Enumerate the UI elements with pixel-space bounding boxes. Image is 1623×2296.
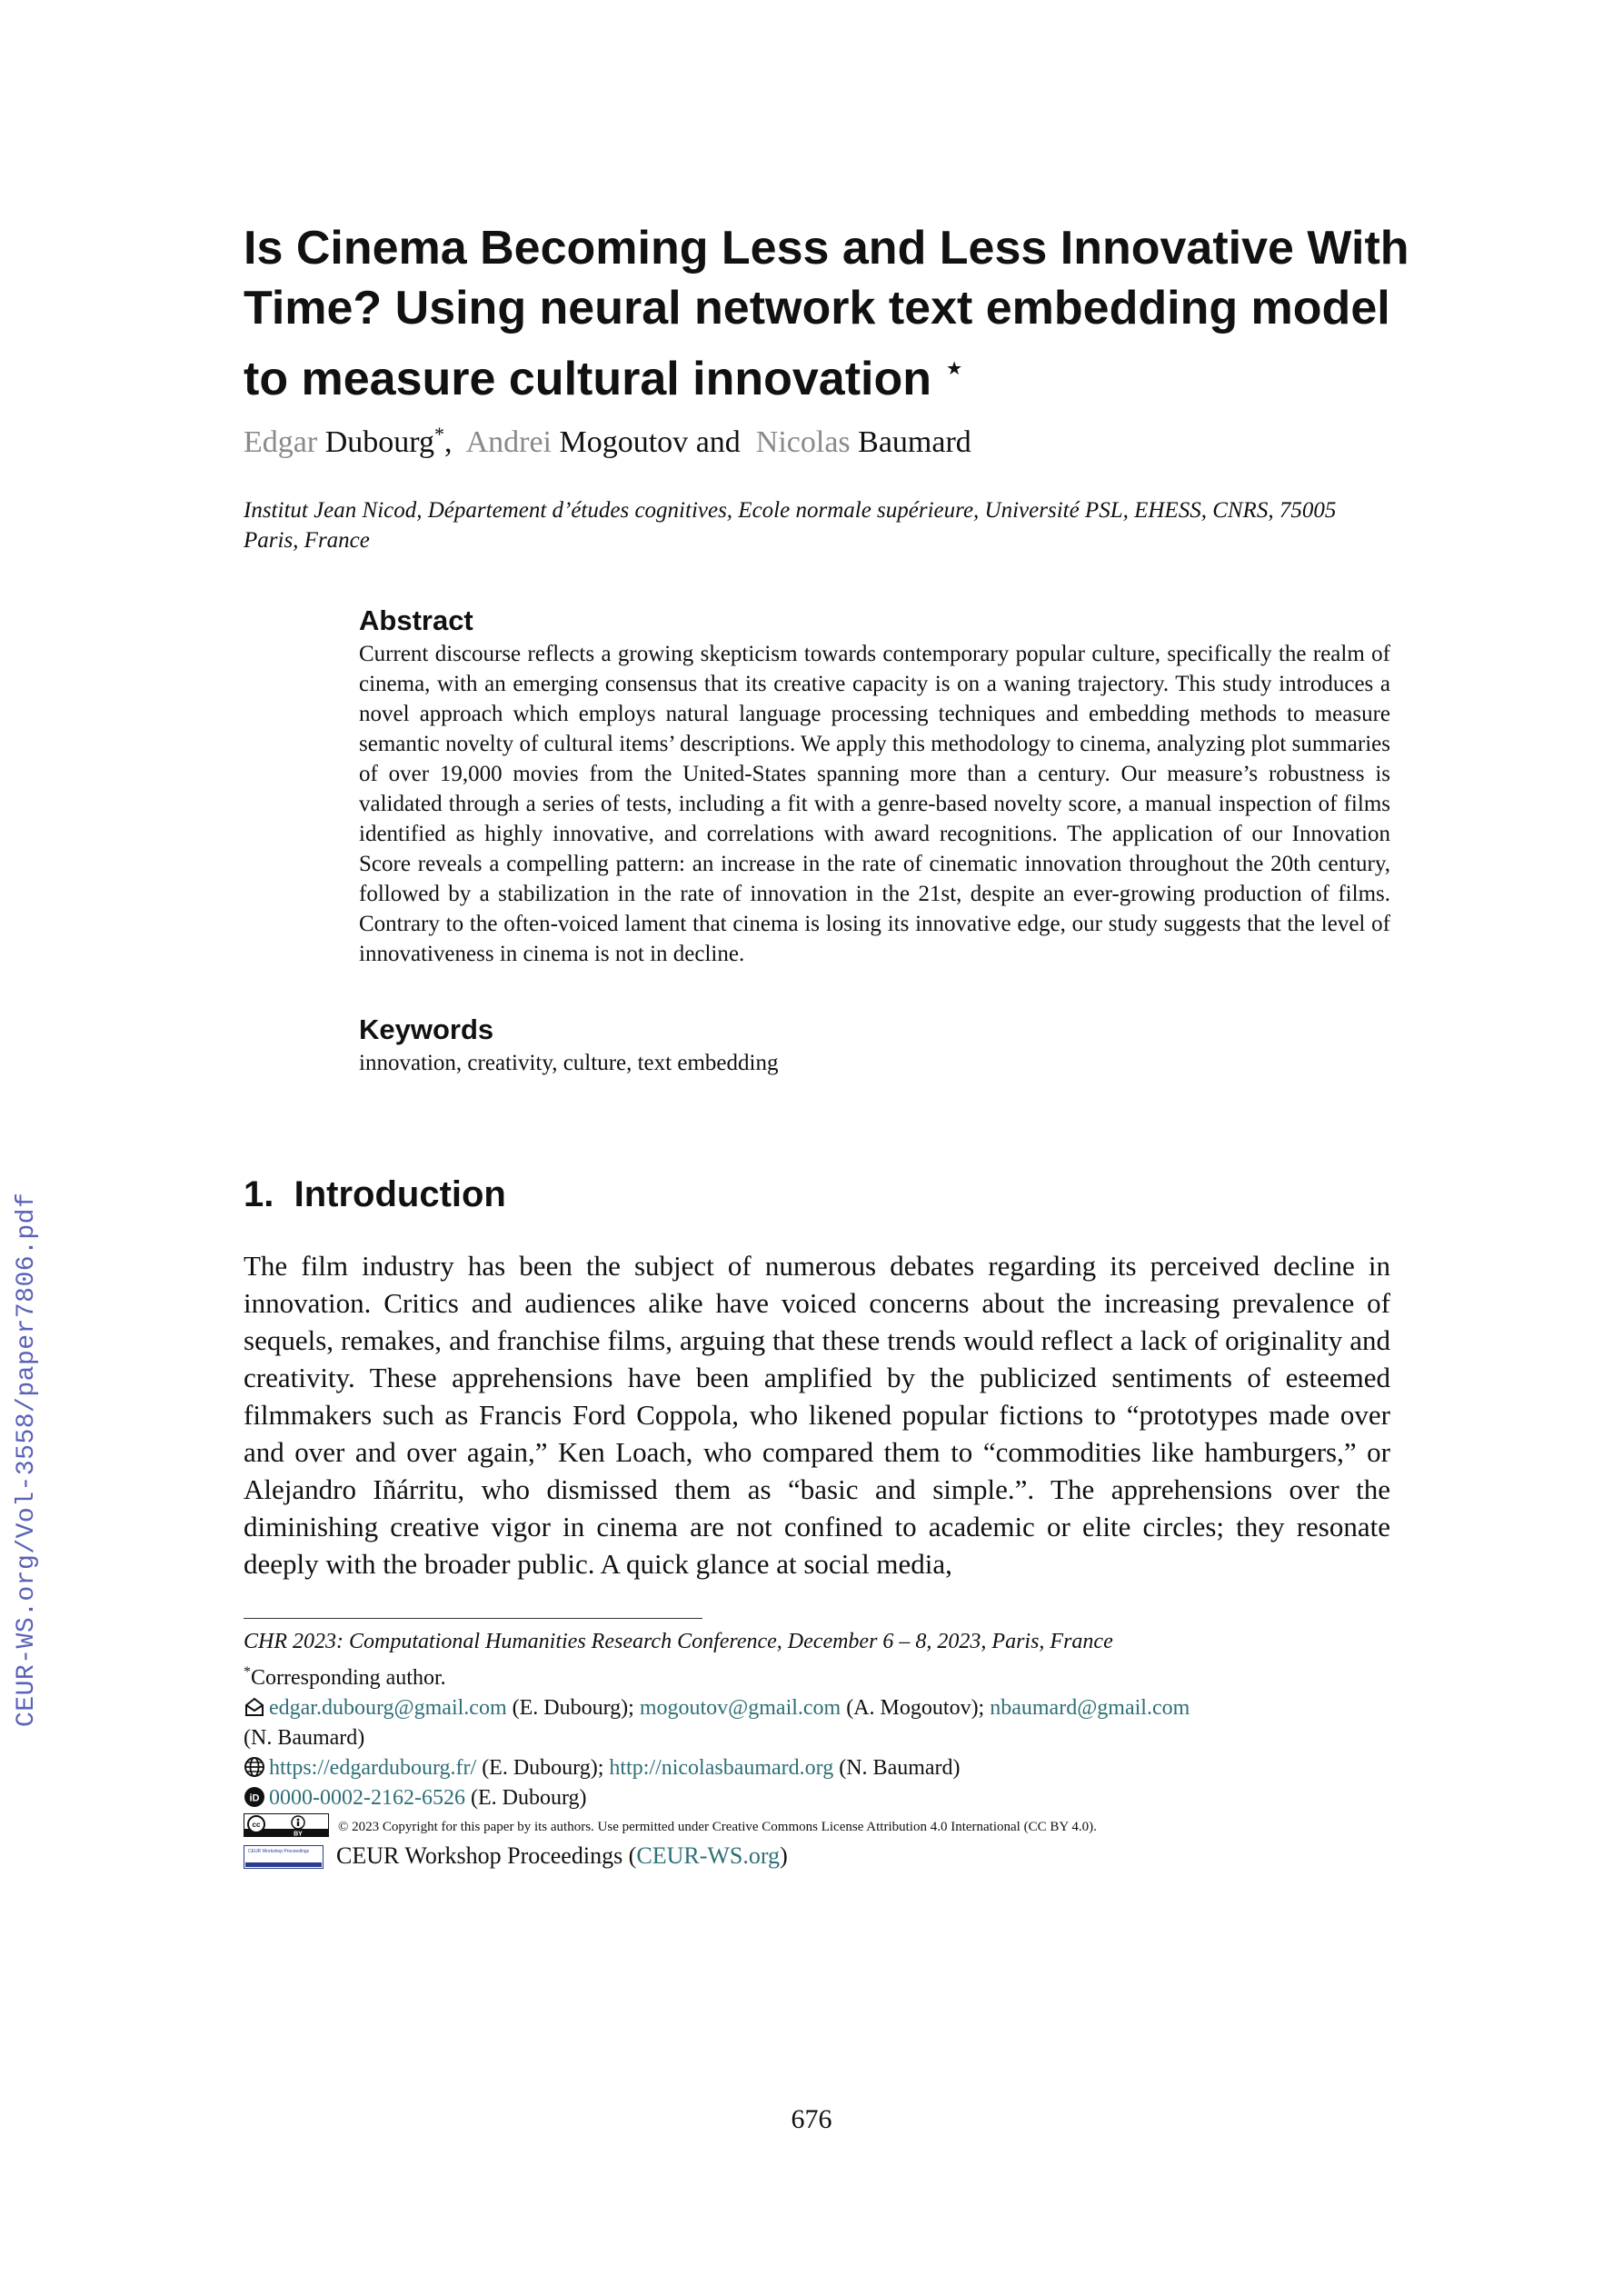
svg-text:cc: cc (252, 1821, 261, 1829)
cc-by-label: BY (294, 1831, 303, 1837)
globe-icon (244, 1756, 265, 1778)
license-line (244, 1813, 1398, 1841)
ceur-workshop-logo (244, 1845, 324, 1869)
orcid-line: iD 0000-0002-2162-6526 (E. Dubourg) (244, 1783, 1398, 1813)
email-tail: (N. Baumard) (244, 1726, 365, 1750)
corresponding-note: *Corresponding author. (244, 1664, 446, 1690)
author-list (244, 423, 971, 460)
paper-title (244, 218, 1425, 409)
keywords-heading: Keywords (359, 1013, 494, 1045)
email-line: edgar.dubourg@gmail.com (E. Dubourg); mogoutov@gmail.com (A. Mogoutov); nbaumard@gmail.com (244, 1693, 1398, 1723)
title-footnote-mark: ⋆ (944, 351, 964, 385)
ceur-logo-text: CEUR Workshop Proceedings (248, 1849, 310, 1854)
author: Edgar Dubourg*, (244, 423, 460, 459)
abstract-section (359, 604, 1390, 969)
license-text: © 2023 Copyright for this paper by its authors. Use permitted under Creative Commons License Attribution 4.0 International (CC BY 4.0). (338, 1820, 1097, 1834)
ceur-line: CEUR Workshop Proceedings CEUR Workshop Proceedings (CEUR-WS.org) (244, 1841, 1398, 1871)
arxiv-sidebar-url[interactable]: CEUR-WS.org/Vol-3558/paper7806.pdf (13, 1192, 41, 1727)
conference-note: CHR 2023: Computational Humanities Research Conference, December 6 – 8, 2023, Paris, France (244, 1630, 1113, 1653)
svg-text:iD: iD (249, 1792, 260, 1804)
website-link[interactable]: http://nicolasbaumard.org (609, 1756, 834, 1780)
orcid-icon (244, 1786, 265, 1808)
website-link[interactable]: https://edgardubourg.fr/ (269, 1756, 477, 1780)
page-number: 676 (791, 2104, 832, 2134)
footnote-divider (244, 1618, 702, 1619)
keywords-text: innovation, creativity, culture, text embedding (359, 1051, 779, 1075)
email-link[interactable]: nbaumard@gmail.com (990, 1696, 1190, 1720)
website-line: https://edgardubourg.fr/ (E. Dubourg); http://nicolasbaumard.org (N. Baumard) (244, 1753, 1398, 1783)
cc-by-license-icon (244, 1813, 329, 1837)
affiliation: Institut Jean Nicod, Département d’études cognitives, Ecole normale supérieure, Université PSL, EHESS, CNRS, 75005 Paris, France (244, 498, 1337, 553)
introduction-text: The film industry has been the subject of numerous debates regarding its perceived decline in innovation. Critics and audiences alike have voiced concerns about the increasing prevalence of sequels, remakes, and franchise films, arguing that these trends would reflect a lack of originality and creativity. These apprehensions have been amplified by the publicized sentiments of esteemed filmmakers such as Francis Ford Coppola, who likened popular fictions to “prototypes made over and over and over again,” Ken Loach, who compared them to “commodities like hamburgers,” or Alejandro Iñárritu, who dismissed them as “basic and simple.”. The apprehensions over the diminishing creative vigor in cinema are not confined to academic or elite circles; they resonate deeply with the broader public. A quick glance at social media, (244, 1250, 1390, 1580)
author: Andrei Mogoutov and (465, 425, 749, 459)
footnotes (244, 1627, 1398, 1871)
introduction-heading: 1. Introduction (244, 1174, 506, 1214)
email-link[interactable]: mogoutov@gmail.com (639, 1696, 841, 1720)
ceur-ws-link[interactable]: CEUR-WS.org (636, 1842, 781, 1869)
author: Nicolas Baumard (755, 425, 971, 459)
abstract-heading: Abstract (359, 604, 473, 636)
orcid-link[interactable]: 0000-0002-2162-6526 (269, 1786, 465, 1810)
paper-title-text: Is Cinema Becoming Less and Less Innovative With Time? Using neural network text embedding model to measure cultural innovation (244, 222, 1409, 405)
email-link[interactable]: edgar.dubourg@gmail.com (269, 1696, 507, 1720)
keywords-section (359, 1013, 1390, 1078)
envelope-icon (244, 1696, 265, 1718)
abstract-text: Current discourse reflects a growing skepticism towards contemporary popular culture, specifically the realm of cinema, with an emerging consensus that its creative capacity is on a waning trajectory. This study introduces a novel approach which employs natural language processing techniques and embedding methods to measure semantic novelty of cultural items’ descriptions. We apply this methodology to cinema, analyzing plot summaries of over 19,000 movies from the United-States spanning more than a century. Our measure’s robustness is validated through a series of tests, including a fit with a genre-based novelty score, a manual inspection of films identified as highly innovative, and correlations with award recognitions. The application of our Innovation Score reveals a compelling pattern: an increase in the rate of cinematic innovation throughout the 20th century, followed by a stabilization in the rate of innovation in the 21st, despite an ever-growing production of films. Contrary to the often-voiced lament that cinema is losing its innovative edge, our study suggests that the level of innovativeness in cinema is not in decline. (359, 642, 1390, 966)
